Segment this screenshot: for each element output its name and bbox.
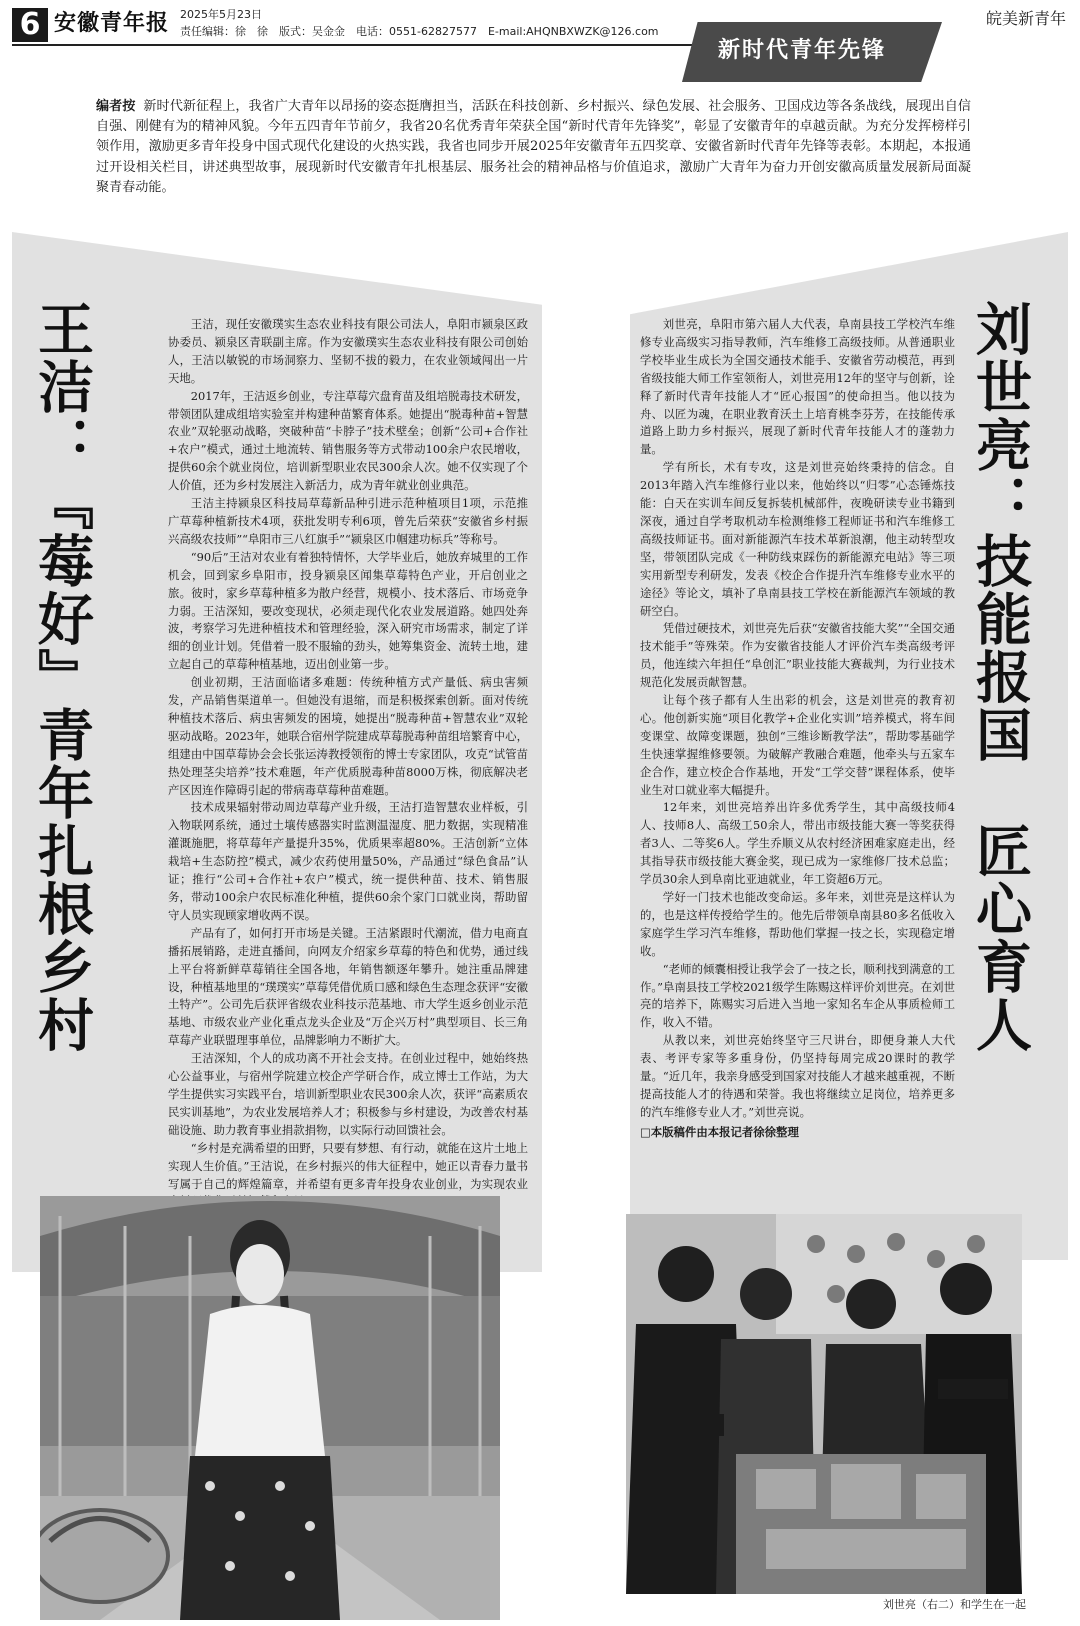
left-paragraph: 产品有了，如何打开市场是关键。王洁紧跟时代潮流，借力电商直播拓展销路，走进直播间，向网友介绍家乡草莓的特色和优势，通过线上平台将新鲜草莓销往全国各地，年销售额逐年攀升。她注重品牌建设，种植基地里的“璞璞实”草莓凭借优质口感和绿色生态理念获评“安徽土特产”。公司先后获评省级农业科技示范基地、市大学生返乡创业示范基地、市级农业产业化重点龙头企业及“万企兴万村”典型项目、长三角草莓产业联盟理事单位，品牌影响力不断扩大。 xyxy=(168,925,528,1048)
left-paragraph: 王洁深知，个人的成功离不开社会支持。在创业过程中，她始终热心公益事业，与宿州学院建立校企产学研合作，成立博士工作站，为大学生提供实习实践平台，培训新型职业农民300余人次，获评“高素质农民实训基地”，为农业发展培养人才；积极参与乡村建设，为改善农村基础设施、助力教育事业捐款捐物，以实际行动回馈社会。 xyxy=(168,1051,528,1137)
editor-note xyxy=(96,97,971,198)
right-paragraph: 从教以来，刘世亮始终坚守三尺讲台，即便身兼人大代表、考评专家等多重身份，仍坚持每周完成20课时的教学量。“近几年，我亲身感受到国家对技能人才越来越重视，不断提高技能人才的待遇和荣誉。我也将继续立足岗位，培养更多的汽车维修专业人才。”刘世亮说。 xyxy=(640,1033,955,1119)
left-paragraph: 王洁主持颍泉区科技局草莓新品种引进示范种植项目1项，示范推广草莓种植新技术4项，获批发明专利6项，曾先后荣获“安徽省乡村振兴高级农技师”“阜阳市三八红旗手”“颍泉区巾帼建功标兵”等称号。 xyxy=(168,496,528,546)
article-credit: □本版稿件由本报记者徐徐整理 xyxy=(640,1124,799,1139)
left-paragraph: 技术成果辐射带动周边草莓产业升级，王洁打造智慧农业样板，引入物联网系统，通过土壤传感器实时监测温湿度、肥力数据，实现精准灌溉施肥，将草莓年产量提升35%，优质果率超80%。王洁创新“立体栽培+生态防控”模式，减少农药使用量50%，产品通过“绿色食品”认证；推行“公司+合作社+农户”模式，统一提供种苗、技术、销售服务，带动100余户农民标准化种植，提供60余个家门口就业岗，帮助留守人员实现顾家增收两不误。 xyxy=(168,800,528,922)
paper-name: 安徽青年报 xyxy=(54,10,170,36)
banner-title: 新时代青年先锋 xyxy=(717,38,886,63)
right-paragraph: “老师的倾囊相授让我学会了一技之长，顺利找到满意的工作。”阜南县技工学校2021级学生陈赐这样评价刘世亮。在刘世亮的培养下，陈赐实习后进入当地一家知名车企从事质检师工作，收入不错。 xyxy=(640,961,955,1030)
left-article-body xyxy=(168,316,528,1211)
page-number: 6 xyxy=(12,8,48,42)
editor-line: 责任编辑：徐 徐 版式：吴金金 电话：0551-62827577 E-mail:AHQNBXWZK@126.com xyxy=(180,25,659,38)
right-headline: 刘世亮：技能报国 匠心育人 xyxy=(967,300,1033,1054)
right-paragraph: 12年来，刘世亮培养出许多优秀学生，其中高级技师4人、技师8人、高级工50余人，带出市级技能大赛一等奖获得者3人、二等奖6人。学生乔顺义从农村经济困难家庭走出，经其指导获市级技能大赛金奖，现已成为一家维修厂技术总监；学员30余人到阜南比亚迪就业，年工资超6万元。 xyxy=(640,800,955,887)
photo-liu-shiliang-graphic xyxy=(626,1214,1022,1594)
left-paragraph: “乡村是充满希望的田野，只要有梦想、有行动，就能在这片土地上实现人生价值。”王洁说，在乡村振兴的伟大征程中，她正以青春力量书写属于自己的辉煌篇章，并希望有更多青年投身农业创业，为实现农业 xyxy=(168,1140,528,1191)
editor-note-label: 编者按 xyxy=(96,99,136,114)
left-paragraph: “90后”王洁对农业有着独特情怀，大学毕业后，她放弃城里的工作机会，回到家乡阜阳市，投身颍泉区闻集草莓特色产业，开启创业之旅。彼时，家乡草莓种植多为散户经营，规模小、技术落后、市场竞争力弱。王洁深知，要改变现状，必须走现代化农业发展道路。她四处奔波，考察学习先进种植技术和管理经验，深入研究市场需求，制定了详细的创业计划。凭借着一股不服输的劲头，她筹集资金、流转土地，建立起自己的草莓种植基地，迈出创业第一步。 xyxy=(168,549,528,672)
photo-liu-shiliang-students xyxy=(626,1214,1022,1594)
photo-wang-jie-greenhouse xyxy=(40,1196,500,1620)
left-paragraph: 2017年，王洁返乡创业，专注草莓穴盘育苗及组培脱毒技术研发，带领团队建成组培实验室并构建种苗繁育体系。她提出“脱毒种苗+智慧农业”双轮驱动战略，突破种苗“卡脖子”技术壁垒；创新“公司+合作社+农户”模式，通过土地流转、销售服务等方式带动100余户农民增收，提供60余个就业岗位，培训新型职业农民300余人次。她不仅实现了个人价值，还为乡村发展注入新活力，成为青年就业创业典范。 xyxy=(168,388,528,493)
left-headline: 王洁：『莓好』青年扎根乡村 xyxy=(29,300,95,1054)
photo-wang-jie-graphic xyxy=(40,1196,500,1620)
right-paragraph: 学好一门技术也能改变命运。多年来，刘世亮是这样认为的，也是这样传授给学生的。他先后带领阜南县80多名低收入家庭学生学习汽车维修，帮助他们掌握一技之长，实现稳定增收。 xyxy=(640,890,955,958)
right-paragraph: 凭借过硬技术，刘世亮先后获“安徽省技能大奖”“全国交通技术能手”等殊荣。作为安徽省技能人才评价汽车类高级考评员，他连续六年担任“阜创汇”职业技能大赛裁判，为行业技术规范化发展贡献智慧。 xyxy=(640,621,955,690)
right-paragraph: 学有所长，术有专攻，这是刘世亮始终秉持的信念。自2013年踏入汽车维修行业以来，他始终以“归零”心态锤炼技能：白天在实训车间反复拆装机械部件，夜晚研读专业书籍到深夜，通过自学考取机动车检测维修工程师证书和汽车维修工高级技师证书。面对新能源汽车技术革新浪潮，他主动转型攻坚，带领团队完成《一种防线束踩伤的新能源充电站》等三项实用新型专利研发，发表《校企合作提升汽车维修专业水平的途径》等论文，填补了阜南县技工学校在新能源汽车领域的教研空白。 xyxy=(640,460,955,618)
masthead-meta xyxy=(180,6,659,40)
issue-date: 2025年5月23日 xyxy=(180,8,262,21)
left-paragraph: 创业初期，王洁面临诸多难题：传统种植方式产量低、病虫害频发，产品销售渠道单一。但她没有退缩，而是积极探索创新。面对传统种植技术落后、病虫害频发的困境，她提出“脱毒种苗+智慧农业”双轮驱动战略。2023年，她联合宿州学院建成草莓脱毒种苗组培繁育中心，组建由中国草莓协会会长张运涛教授领衔的博士专家团队，攻克“试管苗热处理茎尖培养”技术难题，年产优质脱毒种苗8000万株，彻底解决老产区因连作障碍引起的带病毒草莓种苗难题。 xyxy=(168,675,528,797)
left-paragraph: 王洁，现任安徽璞实生态农业科技有限公司法人，阜阳市颍泉区政协委员、颍泉区青联副主席。作为安徽璞实生态农业科技有限公司创始人，王洁以敏锐的市场洞察力、坚韧不拔的毅力，在农业领域闯出一片天地。 xyxy=(168,317,528,385)
right-article-body xyxy=(640,316,955,1142)
right-paragraph: 让每个孩子都有人生出彩的机会，这是刘世亮的教育初心。他创新实施“项目化教学+企业化实训”培养模式，将车间变课堂、故障变课题，独创“三维诊断教学法”，帮助零基础学生快速掌握维修要领。为破解产教融合难题，他牵头与五家车企合作，建立校企合作基地，开发“工学交替”课程体系，使毕业生对口就业率大幅提升。 xyxy=(640,693,955,797)
section-name: 皖美新青年 xyxy=(985,9,1066,28)
editor-note-text: 新时代新征程上，我省广大青年以昂扬的姿态挺膺担当，活跃在科技创新、乡村振兴、绿色发展、社会服务、卫国戍边等各条战线，展现出自信自强、刚健有为的精神风貌。今年五四青年节前夕，我省20名优秀青年荣获全国“新时代青年先锋奖”，彰显了安徽青年的卓越贡献。为充分发挥榜样引领作用，激励更多青年投身中国式现代化建设的火热实践，我省也同步开展2025年安徽青年五四奖章、安徽省新时代青年先锋等表彰。本期起，本报通过开设相关栏目，讲述典型故事，展现新时代安徽青年扎根基层、服务社会的精神品格与价值追求，激励广大青年为奋力开创安徽高质量发展新局面凝聚青春动能。 xyxy=(96,99,972,195)
right-paragraph: 刘世亮，阜阳市第六届人大代表，阜南县技工学校汽车维修专业高级实习指导教师，汽车维修工高级技师。从普通职业学校毕业生成长为全国交通技术能手、安徽省劳动模范，再到省级技能大师工作室领衔人，刘世亮用12年的坚守与创新，诠释了新时代青年技能人才“匠心报国”的使命担当。他以技为舟、以匠为魂，在职业教育沃土上培育桃李芬芳，在技能传承道路上助力乡村振兴，展现了新时代青年技能人才的蓬勃力量。 xyxy=(640,317,955,457)
photo-caption: 刘世亮（右二）和学生在一起 xyxy=(883,1598,1026,1611)
top-rule xyxy=(12,44,692,46)
